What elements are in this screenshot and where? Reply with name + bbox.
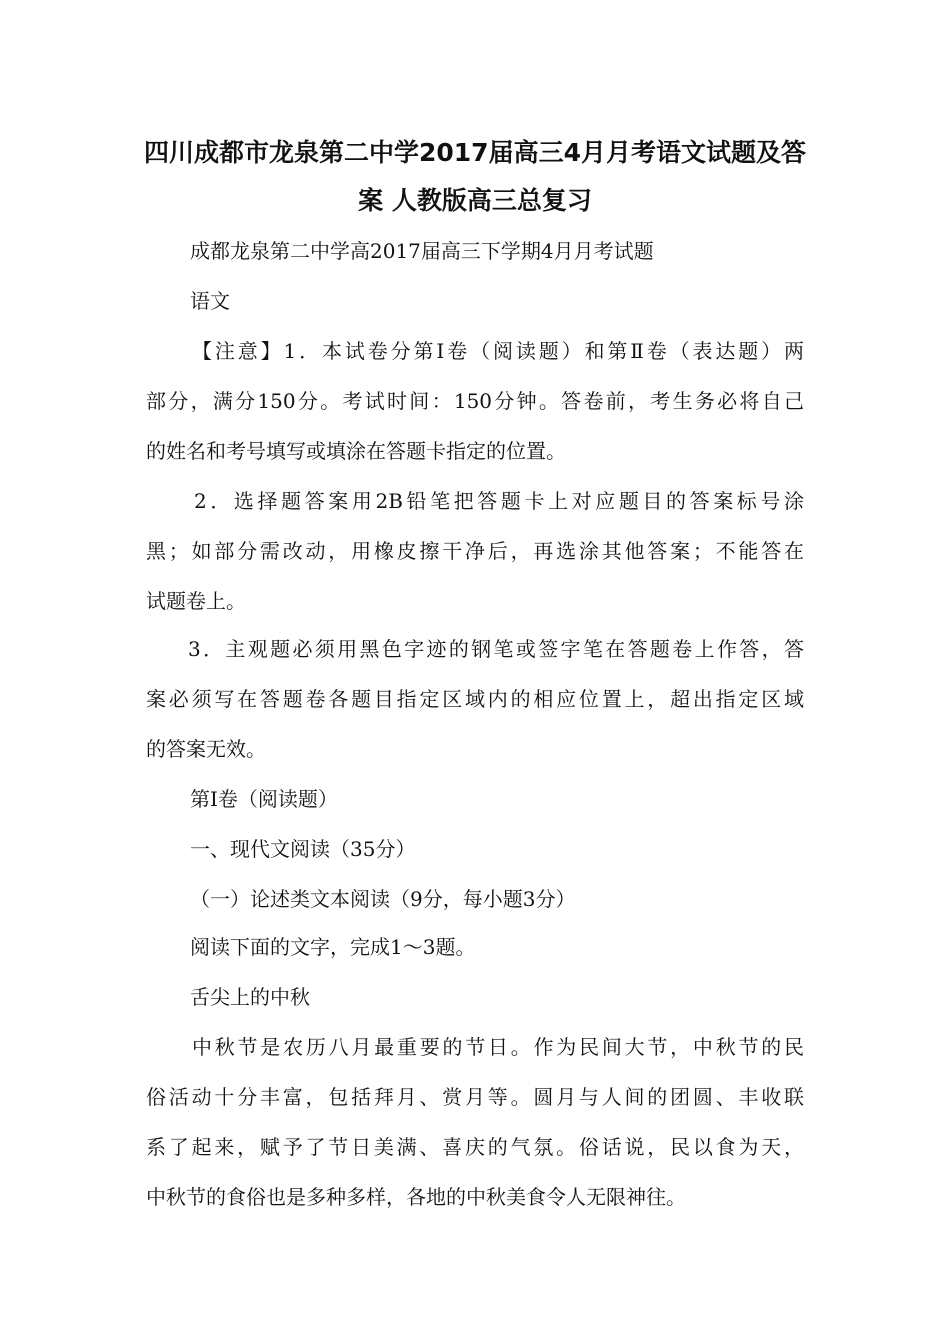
article-line3: 系了起来，赋予了节日美满、喜庆的气氛。俗话说，民以食为天， — [146, 1135, 804, 1159]
notice-item3-line3: 的答案无效。 — [146, 737, 266, 761]
article-title: 舌尖上的中秋 — [190, 985, 310, 1009]
document-title-line1: 四川成都市龙泉第二中学2017届高三4月月考语文试题及答 — [144, 138, 806, 167]
article-line4: 中秋节的食俗也是多种多样，各地的中秋美食令人无限神往。 — [146, 1185, 686, 1209]
article-line1: 中秋节是农历八月最重要的节日。作为民间大节，中秋节的民 — [192, 1035, 804, 1059]
section-heading: 第Ⅰ卷（阅读题） — [190, 787, 338, 811]
exam-name: 成都龙泉第二中学高2017届高三下学期4月月考试题 — [190, 239, 654, 263]
notice-item2-line1: 2．选择题答案用2B铅笔把答题卡上对应题目的答案标号涂 — [194, 489, 804, 513]
article-line2: 俗活动十分丰富，包括拜月、赏月等。圆月与人间的团圆、丰收联 — [146, 1085, 804, 1109]
notice-item3-line2: 案必须写在答题卷各题目指定区域内的相应位置上，超出指定区域 — [146, 687, 804, 711]
notice-item2-line3: 试题卷上。 — [146, 589, 246, 613]
notice-line1: 【注意】1．本试卷分第Ⅰ卷（阅读题）和第Ⅱ卷（表达题）两 — [192, 339, 804, 363]
part-heading: 一、现代文阅读（35分） — [190, 837, 416, 861]
document-title-line2: 案 人教版高三总复习 — [358, 186, 592, 215]
notice-item3-line1: 3．主观题必须用黑色字迹的钢笔或签字笔在答题卷上作答，答 — [188, 637, 804, 661]
subpart-heading: （一）论述类文本阅读（9分，每小题3分） — [190, 887, 576, 911]
notice-line2: 部分，满分150分。考试时间：150分钟。答卷前，考生务必将自己 — [146, 389, 804, 413]
reading-instruction: 阅读下面的文字，完成1～3题。 — [190, 935, 476, 959]
subject: 语文 — [190, 289, 230, 313]
notice-line3: 的姓名和考号填写或填涂在答题卡指定的位置。 — [146, 439, 566, 463]
notice-item2-line2: 黑；如部分需改动，用橡皮擦干净后，再选涂其他答案；不能答在 — [146, 539, 804, 563]
